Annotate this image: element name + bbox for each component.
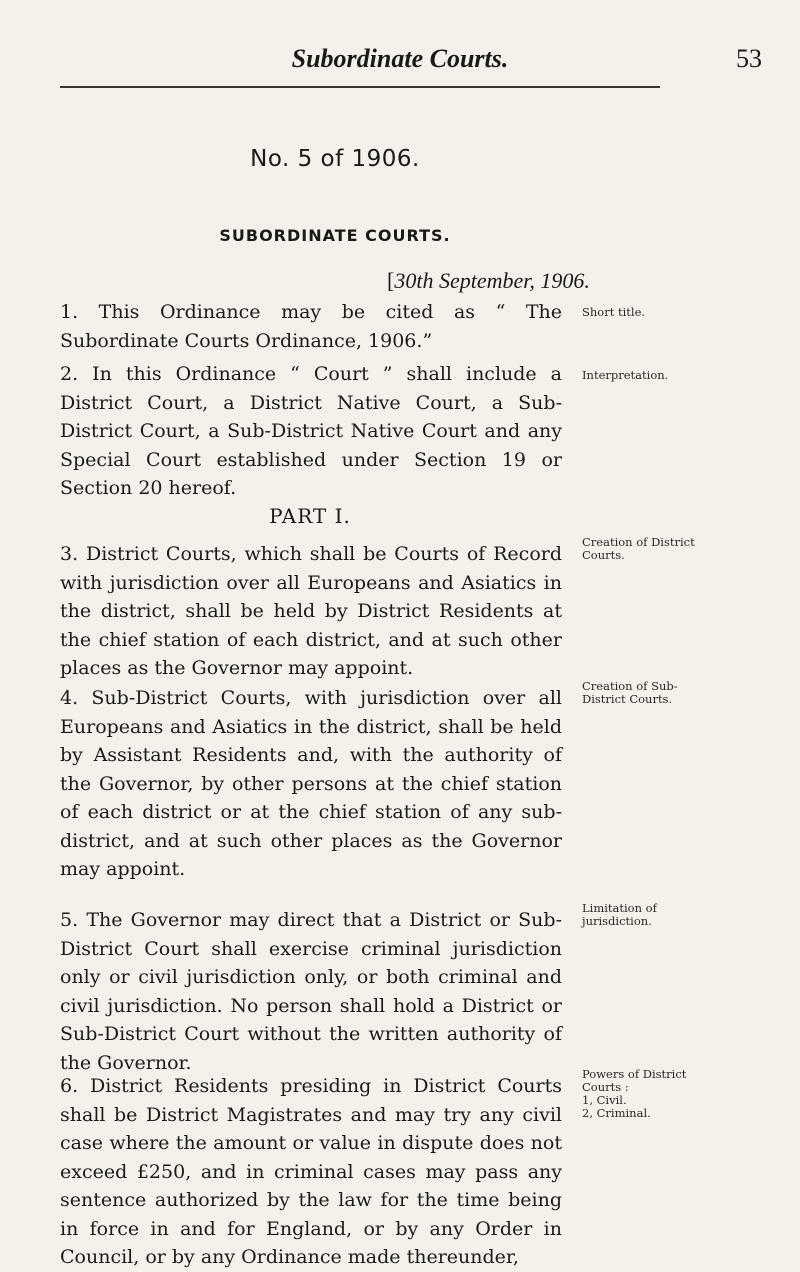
margin-note-line: Courts.	[582, 548, 625, 562]
margin-note-line: Powers of District	[582, 1067, 687, 1081]
margin-note-line: District Courts.	[582, 692, 673, 706]
margin-note-line: Limitation of	[582, 901, 657, 915]
margin-note-line: jurisdiction.	[582, 914, 652, 928]
margin-note-line: Courts :	[582, 1080, 629, 1094]
section-6: 6. District Residents presiding in District Courts shall be District Magistrates and may try any civil case where the amount or value in dispute does not exceed £250, and in criminal cases may pass any sentence authorized by the law for the time being in force in and for England, or by any Order in Council, or by any Ordinance made thereunder,	[60, 1075, 562, 1268]
margin-note-line: Short title.	[582, 305, 646, 319]
margin-note-line: Creation of Sub-	[582, 679, 678, 693]
margin-note-creation-district-courts	[582, 536, 782, 562]
margin-note-creation-sub-district-courts	[582, 680, 782, 706]
ordinance-heading: SUBORDINATE COURTS.	[219, 226, 451, 245]
section-1: 1. This Ordinance may be cited as “ The Subordinate Courts Ordinance, 1906.”	[60, 301, 562, 352]
header-rule	[60, 86, 660, 88]
part-heading: PART I.	[269, 504, 351, 528]
margin-note-powers-district-courts	[582, 1068, 782, 1120]
section-4: 4. Sub-District Courts, with jurisdiction over all Europeans and Asiatics in the district, shall be held by Assistant Residents and, with the authority of the Governor, by other persons at the chief station of each district or at the chief station of any sub-district, and at such other places as the Governor may appoint.	[60, 687, 562, 880]
running-head: Subordinate Courts.	[291, 44, 509, 73]
section-5: 5. The Governor may direct that a District or Sub-District Court shall exercise criminal jurisdiction only or civil jurisdiction only, or both criminal and civil jurisdiction. No person shall hold a District or Sub-District Court without the written authority of the Governor.	[60, 909, 562, 1074]
page-number: 53	[736, 44, 762, 73]
section-2: 2. In this Ordinance “ Court ” shall include a District Court, a District Native Court, a Sub-District Court, a Sub-District Native Court and any Special Court established under Section 19 or Section 20 hereof.	[60, 363, 562, 499]
date-bracket: [	[387, 268, 395, 293]
date-text: 30th September, 1906.	[394, 268, 590, 293]
ordinance-number: No. 5 of 1906.	[250, 146, 420, 172]
margin-note-limitation-jurisdiction	[582, 902, 782, 928]
date-line	[387, 268, 590, 294]
margin-note-line: Creation of District	[582, 535, 695, 549]
margin-note-line: Interpretation.	[582, 368, 669, 382]
margin-note-interpretation	[582, 369, 782, 382]
margin-note-line: 1, Civil.	[582, 1093, 627, 1107]
margin-note-short-title	[582, 306, 782, 319]
margin-note-line: 2, Criminal.	[582, 1106, 651, 1120]
section-3: 3. District Courts, which shall be Courts of Record with jurisdiction over all Europeans and Asiatics in the district, shall be held by District Residents at the chief station of each district, and at such other places as the Governor may appoint.	[60, 543, 562, 679]
